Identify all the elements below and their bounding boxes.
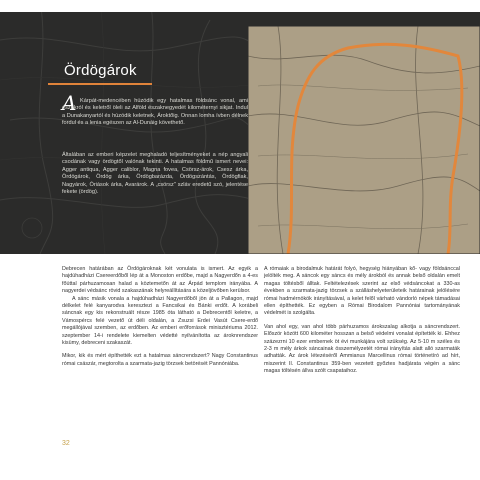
left-paragraph-3: Mikor, kik és mért építhették ezt a hatalmas sáncrendszert? Nagy Constantinus római császár, megtorolta a szarmata-jazig törzsek betörését Pannóniába. xyxy=(62,353,258,367)
historic-map-image xyxy=(248,26,480,254)
left-paragraph-2: A sánc másik vonala a hajdúhadházi Nagyerdőből jön át a Pallagon, majd délkelet felé kanyarodva keresztezi a Fancsikai és Bánki erdőt. A korábeli sáncnak egy kis rekonstruált része 1985 óta látható a Debrecentől keletre, a Vámospércs felé vezető út déli oldalán, a Zsuzsi Erdei Vasút Csere-erdő megállójával szemben, az erdőben. Az emberi erőforrások minisztériuma 2012. szeptember 14-i rendelete kiemelten védetté nyilvánította az ároknrendszer kisümy, debreceni szakaszát. xyxy=(62,295,258,347)
drop-cap: A xyxy=(62,91,77,115)
top-white-band xyxy=(0,0,480,12)
right-column xyxy=(264,266,460,382)
right-paragraph-1: A rómaiak a birodalmuk határát folyó, hegység hiányában kő- vagy földsánccal jelölték meg. A sáncok egy sáncs és mély árokból és annak belső oldalán emelt magas töltésből álltak. Feltételezések szerint az első védsáncokat a 330-as években a szarmata-jazig törzsek a szálláshelyeterületeik határainak jelölésére római hadmérnökök irányításával, a kelet felől várható vándorló népek támadásai ellen építhették. Ez egyben a Római Birodalom Pannóniai tartományának védelmét is szolgálta. xyxy=(264,266,460,317)
lead-paragraph: Kárpát-medencében húzódik egy hatalmas földsánc vonal, ami északról és keletről öleli az Alföld északnegyedét kilométernyi sikjat. Indul a Dunakanyartól és húzódik keletnek, Ároktőig. Onnan lomha ívben délnek fordul és a lenia egészen az Al-Dunáig követhető. xyxy=(62,98,248,127)
page-title: Ördögárok xyxy=(64,62,137,79)
right-paragraph-2: Van ahol egy, van ahol több párhuzamos árokszalag alkotja a sáncrendszert. Először között 600 kilométer hosszan a belső védelmi vonalat építették ki. Ehhez százezrni 10 ezer embernek öt évi munkájára volt szükség. Az 5-10 m széles és 2-3 m mély árkok sáncainak összemélyzetét római irányítás alatt alló szarmaták adhatták. Az árok létezéséről Ammianus Marcellinus római történetíró ad hírt, miszerint II. Constantinus 359-ben vezetett győztes hadjárata végén a sánc magas töltésén állva szólt csapataihoz. xyxy=(264,323,460,375)
page-number: 32 xyxy=(62,440,70,447)
lead-paragraph-2: Általában az emberi képzelet meghaladó teljesítményeket a nép angyali csodának vagy ördögtől valónak tekinti. A hatalmas földmű ismert nevei: Agger antiqua, Agger caliblor, Magna fovea, Csörsz-árok, Csesz árka, Ördögárok, Ördög árka, Ördögbarázda, Ördögszántás, Ördögfiak, Nagyárok, Óriások árka, Avarárok. A „csörsz" szláv eredetű szó, jelentése fekete (ördög). xyxy=(62,152,248,196)
title-underline xyxy=(48,83,152,85)
left-column xyxy=(62,266,258,374)
left-paragraph-1: Debrecen határában az Ördögároknak két vonulata is ismert. Az egyik a hajdúhadházi Csereerdőből lép át a Monoston erdőbe, majd a Nagyerdőn a 4-es főúttal párhuzamosan halad a köztemetőn át az Árpád templom irányába. A nagyerdei védsánc rövid szakaszának helyreállítására a közeljövőben kerülsor. xyxy=(62,266,258,295)
